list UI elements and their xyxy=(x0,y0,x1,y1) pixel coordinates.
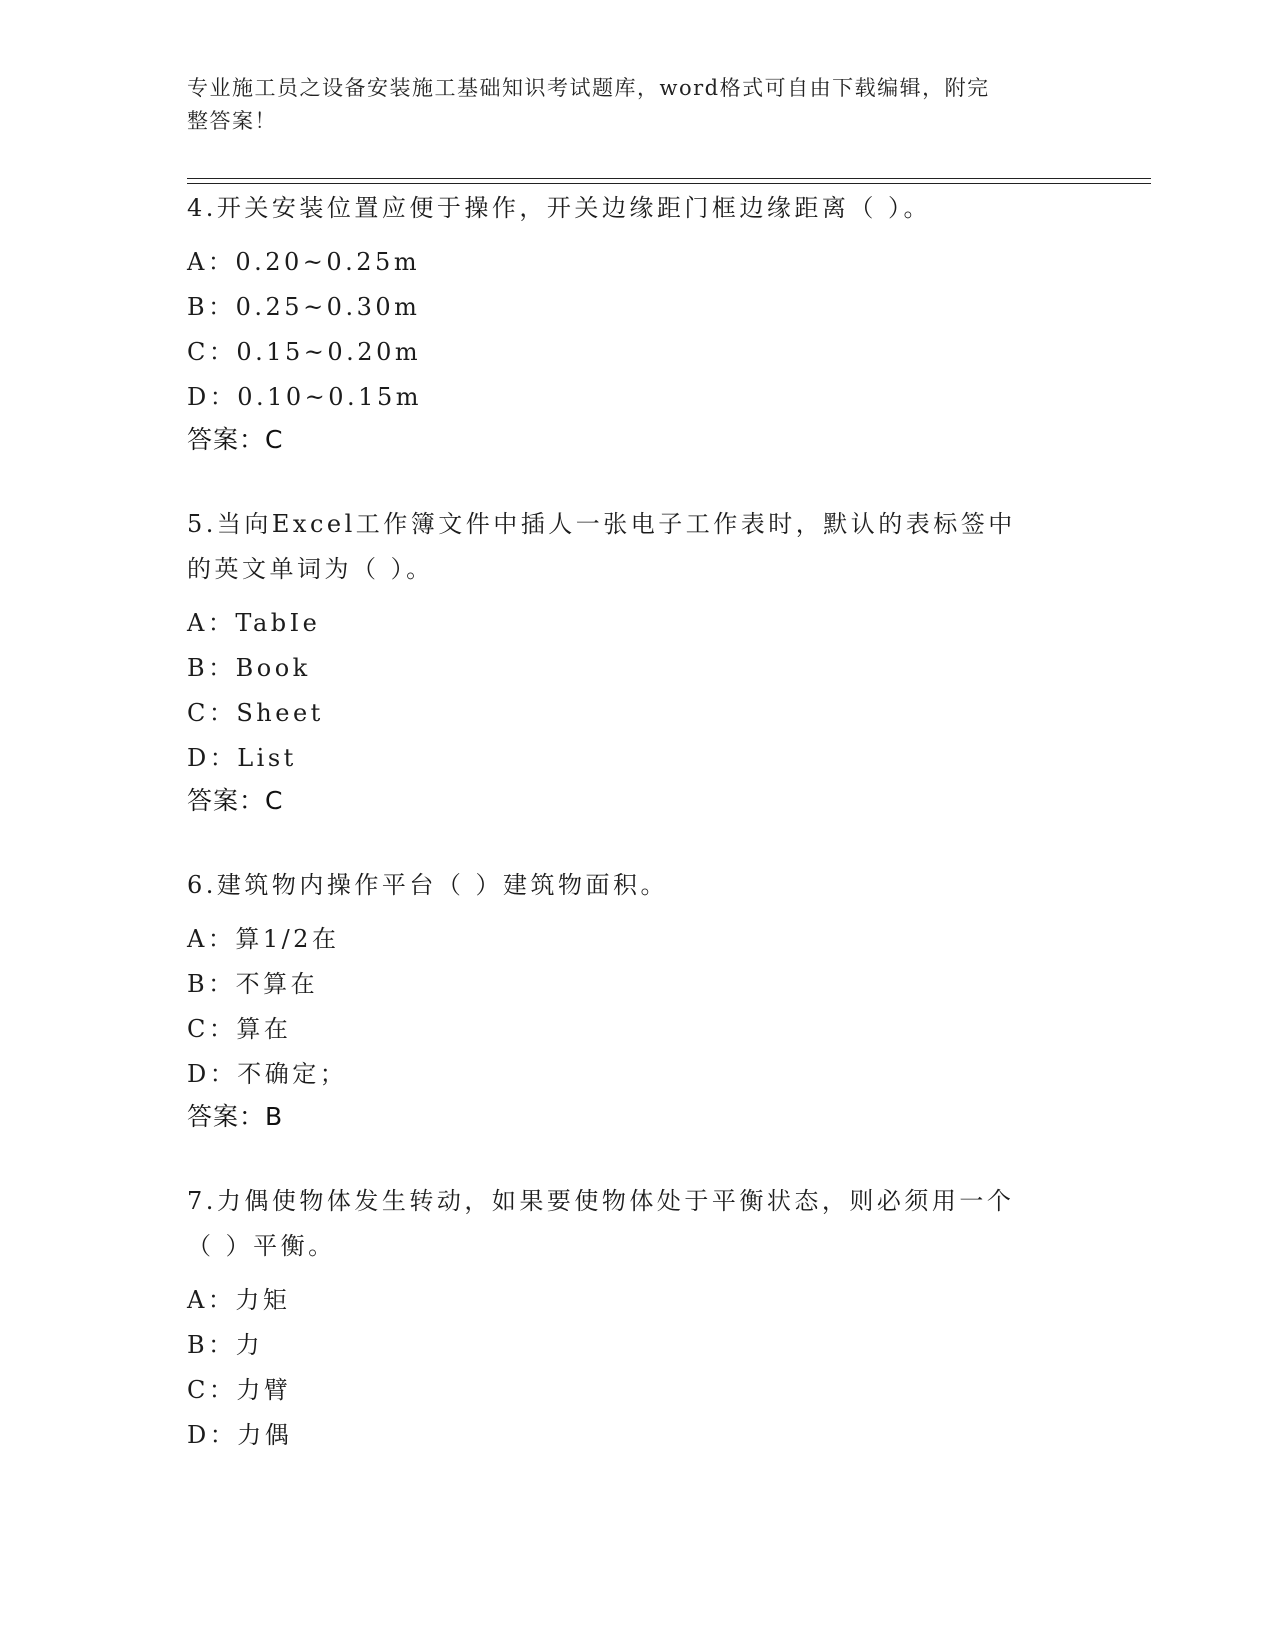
header-divider-top xyxy=(187,178,1151,179)
option-a: A：0.20~0.25m xyxy=(187,248,421,276)
question-stem: 6.建筑物内操作平台（ ）建筑物面积。 xyxy=(187,871,669,899)
option-d: D：力偶 xyxy=(187,1421,293,1449)
answer-text: 答案：C xyxy=(187,786,284,815)
option-b: B：0.25~0.30m xyxy=(187,293,421,321)
option-c: C：0.15~0.20m xyxy=(187,338,422,366)
header-text xyxy=(187,72,1067,138)
option-d: D：不确定； xyxy=(187,1060,348,1088)
option-d: D：0.10~0.15m xyxy=(187,383,422,411)
option-a: A：TabIe xyxy=(187,609,321,637)
question-stem-continued: 的英文单词为（ ）。 xyxy=(187,555,434,583)
option-b: B：不算在 xyxy=(187,970,319,998)
header-line-2: 整答案！ xyxy=(187,109,277,133)
option-a: A：力矩 xyxy=(187,1286,291,1314)
question-stem: 5.当向Excel工作簿文件中插人一张电子工作表时，默认的表标签中 xyxy=(187,510,1016,538)
option-d: D：List xyxy=(187,744,297,772)
option-a: A：算1/2在 xyxy=(187,925,340,953)
question-stem-continued: （ ）平衡。 xyxy=(187,1232,336,1260)
option-c: C：Sheet xyxy=(187,699,324,727)
answer-text: 答案：C xyxy=(187,425,284,454)
question-stem: 4.开关安装位置应便于操作，开关边缘距门框边缘距离（ ）。 xyxy=(187,194,932,222)
header-line-1: 专业施工员之设备安装施工基础知识考试题库，word格式可自由下载编辑，附完 xyxy=(187,76,990,100)
answer-text: 答案：B xyxy=(187,1102,284,1131)
option-c: C：力臂 xyxy=(187,1376,292,1404)
option-b: B：Book xyxy=(187,654,311,682)
question-stem: 7.力偶使物体发生转动，如果要使物体处于平衡状态，则必须用一个 xyxy=(187,1187,1015,1215)
option-c: C：算在 xyxy=(187,1015,292,1043)
option-b: B：力 xyxy=(187,1331,264,1359)
header-divider-bottom xyxy=(187,183,1151,184)
